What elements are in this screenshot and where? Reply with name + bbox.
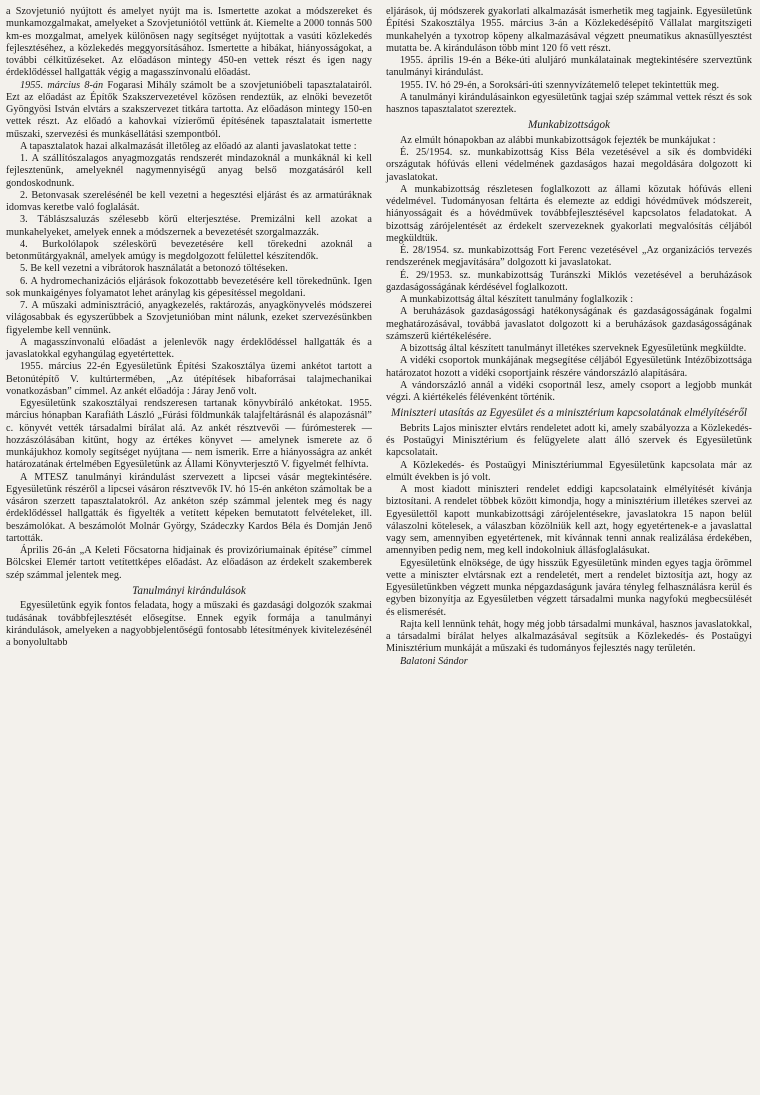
paragraph: A munkabizottság részletesen foglalkozott az állami közutak hófúvás elleni védelmével. Tudományosan feltárta és elemezte az eddigi hóvédművek módszereit, hiányosságait és a hóvédművek továbbfejlesztésével kapcsolatos feladatokat. A bizottság zárójelentését az érdekelt szervezeknek gyakorlati megvalósítás céljából megküldtük. <box>386 183 752 244</box>
paragraph: 1. A szállítószalagos anyagmozgatás rendszerét mindazoknál a munkáknál ki kell fejlesztenünk, amelyeknél nagymennyiségű anyag belső mozgatásáról kell gondoskodnunk. <box>6 153 372 189</box>
paragraph: Egyesületünk egyik fontos feladata, hogy a műszaki és gazdasági dolgozók szakmai tudásának továbbfejlesztését elősegítse. Ennek egyik formája a tanulmányi kirándulások, amelyeken a nagyobbjelentőségű fontosabb létesítmények kivitelezésénél a bonyolultabb <box>6 600 372 648</box>
section-heading: Munkabizottságok <box>527 119 611 132</box>
paragraph: A tanulmányi kirándulásainkon egyesületünk tagjai szép számmal vettek részt és sok hasznos tapasztalatot szereztek. <box>386 91 752 115</box>
paragraph: a Szovjetunió nyújtott és amelyet nyújt ma is. Ismertette azokat a módszereket és munkamozgalmakat, amelyeket a Szovjetuniótól vettünk át. Kiemelte a 2000 tonnás 500 km-es mozgalmat, amelyek különösen nagy segítséget nyújtottak a vasúti közlekedés fejlesztéséhez, a közlekedés meggyorsításához. Ismertette a hibákat, hiányosságokat, a további célkitűzéseket. Az előadáson mintegy 450-en vettek részt és igen nagy érdeklődéssel hallgatták végig a magasszínvonalú előadást. <box>6 6 372 79</box>
paragraph: 7. A műszaki adminisztráció, anyagkezelés, raktározás, anyagkönyvelés módszerei világosabbak és egyszerűbbek a Szovjetunióban mint nálunk, ezeket szervezésünkben figyelembe kell vennünk. <box>6 300 372 336</box>
paragraph: A vidéki csoportok munkájának megsegítése céljából Egyesületünk Intézőbizottsága határozatot hozott a vidéki csoportjaink részére vándorszázló alapítására. <box>386 355 752 379</box>
section-heading: Tanulmányi kirándulások <box>132 584 246 597</box>
paragraph: 3. Táblászsaluzás szélesebb körű elterjesztése. Premizálni kell azokat a munkahelyeket, amelyek ennek a módszernek a bevezetését szorgalmazzák. <box>6 214 372 238</box>
paragraph: A vándorszázló annál a vidéki csoportnál lesz, amely csoport a legjobb munkát végzi. A kiértékelés félévenként történik. <box>386 379 752 403</box>
left-column <box>6 6 372 1095</box>
date-emphasis: 1955. március 8-án <box>20 79 104 91</box>
paragraph: 1955. április 19-én a Béke-úti aluljáró munkálatainak megtekintésére szerveztünk tanulmányi kirándulást. <box>386 55 752 79</box>
section-heading: Miniszteri utasítás az Egyesület és a minisztérium kapcsolatának elmélyítéséről <box>390 407 748 420</box>
paragraph: Egyesületünk elnöksége, de úgy hisszük Egyesületünk minden egyes tagja örömmel vette a miniszter elvtársnak ezt a rendeletét, mert a rendelet biztosítja azt, hogy az Egyesületünkben végzett munka népgazdaságunk javára tényleg felhasználásra kerül és egyben bizonyítja az Egyesületben végzett társadalmi munka nagyfokú megbecsülését és elismerését. <box>386 557 752 618</box>
paragraph: Rajta kell lennünk tehát, hogy még jobb társadalmi munkával, hasznos javaslatokkal, a társadalmi bírálat helyes alkalmazásával segítsük a Közlekedés- és Postaügyi Minisztérium munkáját a műszaki és tudományos fejlesztés nagy területén. <box>386 618 752 655</box>
paragraph: A beruházások gazdaságossági hatékonyságának és gazdaságosságának fogalmi meghatározásával, továbbá javaslatot dolgozott ki a beruházások gazdaságosságának számszerű kiértékelésére. <box>386 306 752 342</box>
paragraph: 1955. március 22-én Egyesületünk Építési Szakosztálya üzemi ankétot tartott a Betonútépítő V. kultúrtermében, „Az útépítések hibaforrásai talajmechanikai vonatkozásban” címmel. Az ankét előadója : Járay Jenő volt. <box>6 361 372 397</box>
paragraph: 6. A hydromechanizációs eljárások fokozottabb bevezetésére kell törekednünk. Igen sok munkaigényes folyamatot lehet aránylag kis gépesítéssel megoldani. <box>6 275 372 299</box>
right-column <box>386 6 752 1095</box>
paragraph: A most kiadott miniszteri rendelet eddigi kapcsolataink elmélyítését kívánja biztosítani. A rendelet többek között kimondja, hogy a minisztérium illetékes szervei az Egyesülettől kapott munkabizottsági zárójelentésekre, javaslatokra 15 napon belül válaszolni kötelesek, a válaszban közölniük kell azt, hogy egyetértenek-e a javaslattal vagy sem, amennyiben egyetértenek, mit kívánnak tenni annak realizálása érdekében, amennyiben pedig nem, meg kell indokolniuk állásfoglalásukat. <box>386 484 752 557</box>
paragraph: A MTESZ tanulmányi kirándulást szervezett a lipcsei vásár megtekintésére. Egyesületünk részéről a lipcsei vásáron résztvevők IV. hó 15-én ankéton számoltak be a vásáron szerzett tapasztalatokról. Az ankéton szép számmal jelentek meg és nagy érdeklődéssel hallgatták és figyelték a vetített képeken bemutatott felvételeket, ill. beszámolókat. A beszámolót Molnár György, Szádeczky Kardos Béla és Domján Jenő tartották. <box>6 471 372 544</box>
paragraph: Április 26-án „A Keleti Főcsatorna hidjainak és provizóriumainak építése” címmel Bölcskei Elemér tartott vetítettképes előadást. Az előadáson az érdekelt szakemberek szép számmal jelentek meg. <box>6 545 372 581</box>
paragraph: A Közlekedés- és Postaügyi Minisztériummal Egyesületünk kapcsolata már az elmúlt években is jó volt. <box>386 459 752 483</box>
author-signature: Balatoni Sándor <box>400 655 468 667</box>
paragraph: Egyesületünk szakosztályai rendszeresen tartanak könyvbíráló ankétokat. 1955. március hónapban Karafiáth László „Fúrási földmunkák talajfeltárásnál és alapozásnál” c. könyvét vették társadalmi bírálat alá. Az ankét résztvevői — fúrómesterek — hozzászólásában kitűnt, hogy az értékes könyvet — amelynek ismerete az ő munkájukhoz komoly segítséget nyújtana — nem ismerik. Erre a hiányosságra az ankét határozatának értelmében Egyesületünk az Állami Könyvterjesztő V. figyelmét felhívta. <box>6 398 372 471</box>
paragraph: É. 29/1953. sz. munkabizottság Turánszki Miklós vezetésével a beruházások gazdaságosságának kérdésével foglalkozott. <box>386 269 752 293</box>
paragraph: 5. Be kell vezetni a vibrátorok használatát a betonozó töltéseken. <box>20 263 288 275</box>
paragraph: eljárások, új módszerek gyakorlati alkalmazását ismerhetik meg tagjaink. Egyesületünk Építési Szakosztálya 1955. március 3-án a Közlekedésépítő Vállalat margitszigeti munkahelyén a tyxotrop köpeny alkalmazásával végzett pneumatikus aknasüllyesztést mutatta be. A kiránduláson több mint 120 fő vett részt. <box>386 6 752 54</box>
paragraph: Bebrits Lajos miniszter elvtárs rendeletet adott ki, amely szabályozza a Közlekedés- és Postaügyi Minisztérium és felügyelete alatt álló szervek és Egyesületünk kapcsolatait. <box>386 422 752 459</box>
paragraph-text: Fogarasi Mihály számolt be a szovjetunióbeli tapasztalatairól. Ezt az előadást az Építők Szakszervezetével közösen rendeztük, az elnöki bevezetőt Gyöngyösi István elvtárs a szakszervezet titkára tartotta. Az előadáson mintegy 150-en vettek részt. Az előadó a kahovkai vízierőmű építésének tapasztalatait ismertette műszaki, szervezési és munkásellátási szempontból. <box>6 79 372 140</box>
paragraph: A tapasztalatok hazai alkalmazását illetőleg az előadó az alanti javaslatokat tette : <box>20 140 357 152</box>
paragraph: 1955. IV. hó 29-én, a Soroksári-úti szennyvízátemelő telepet tekintettük meg. <box>400 79 720 91</box>
paragraph: Az elmúlt hónapokban az alábbi munkabizottságok fejezték be munkájukat : <box>400 134 716 146</box>
paragraph: A magasszínvonalú előadást a jelenlevők nagy érdeklődéssel hallgatták és a javaslatokkal egyhangúlag egyetértettek. <box>6 336 372 360</box>
paragraph: É. 28/1954. sz. munkabizottság Fort Ferenc vezetésével „Az organizációs tervezés rendszerének megjavítására” dolgozott ki javaslatokat. <box>386 245 752 269</box>
paragraph: A munkabizottság által készített tanulmány foglalkozik : <box>400 294 634 305</box>
paragraph: É. 25/1954. sz. munkabizottság Kiss Béla vezetésével a sík és dombvidéki országutak hófúvás elleni védelmének gazdaságos hazai megoldására dolgozott ki javaslatokat. <box>386 147 752 183</box>
paragraph: 2. Betonvasak szerelésénél be kell vezetni a hegesztési eljárást és az armatúráknak idomvas keretbe való foglalását. <box>6 189 372 213</box>
paragraph <box>6 80 372 141</box>
paragraph: 4. Burkolólapok széleskörű bevezetésére kell törekedni azoknál a betonműtárgyaknál, amelyek amúgy is megdolgozott felülettel készítendők. <box>6 238 372 262</box>
paragraph: A bizottság által készített tanulmányt illetékes szerveknek Egyesületünk megküldte. <box>400 343 747 354</box>
